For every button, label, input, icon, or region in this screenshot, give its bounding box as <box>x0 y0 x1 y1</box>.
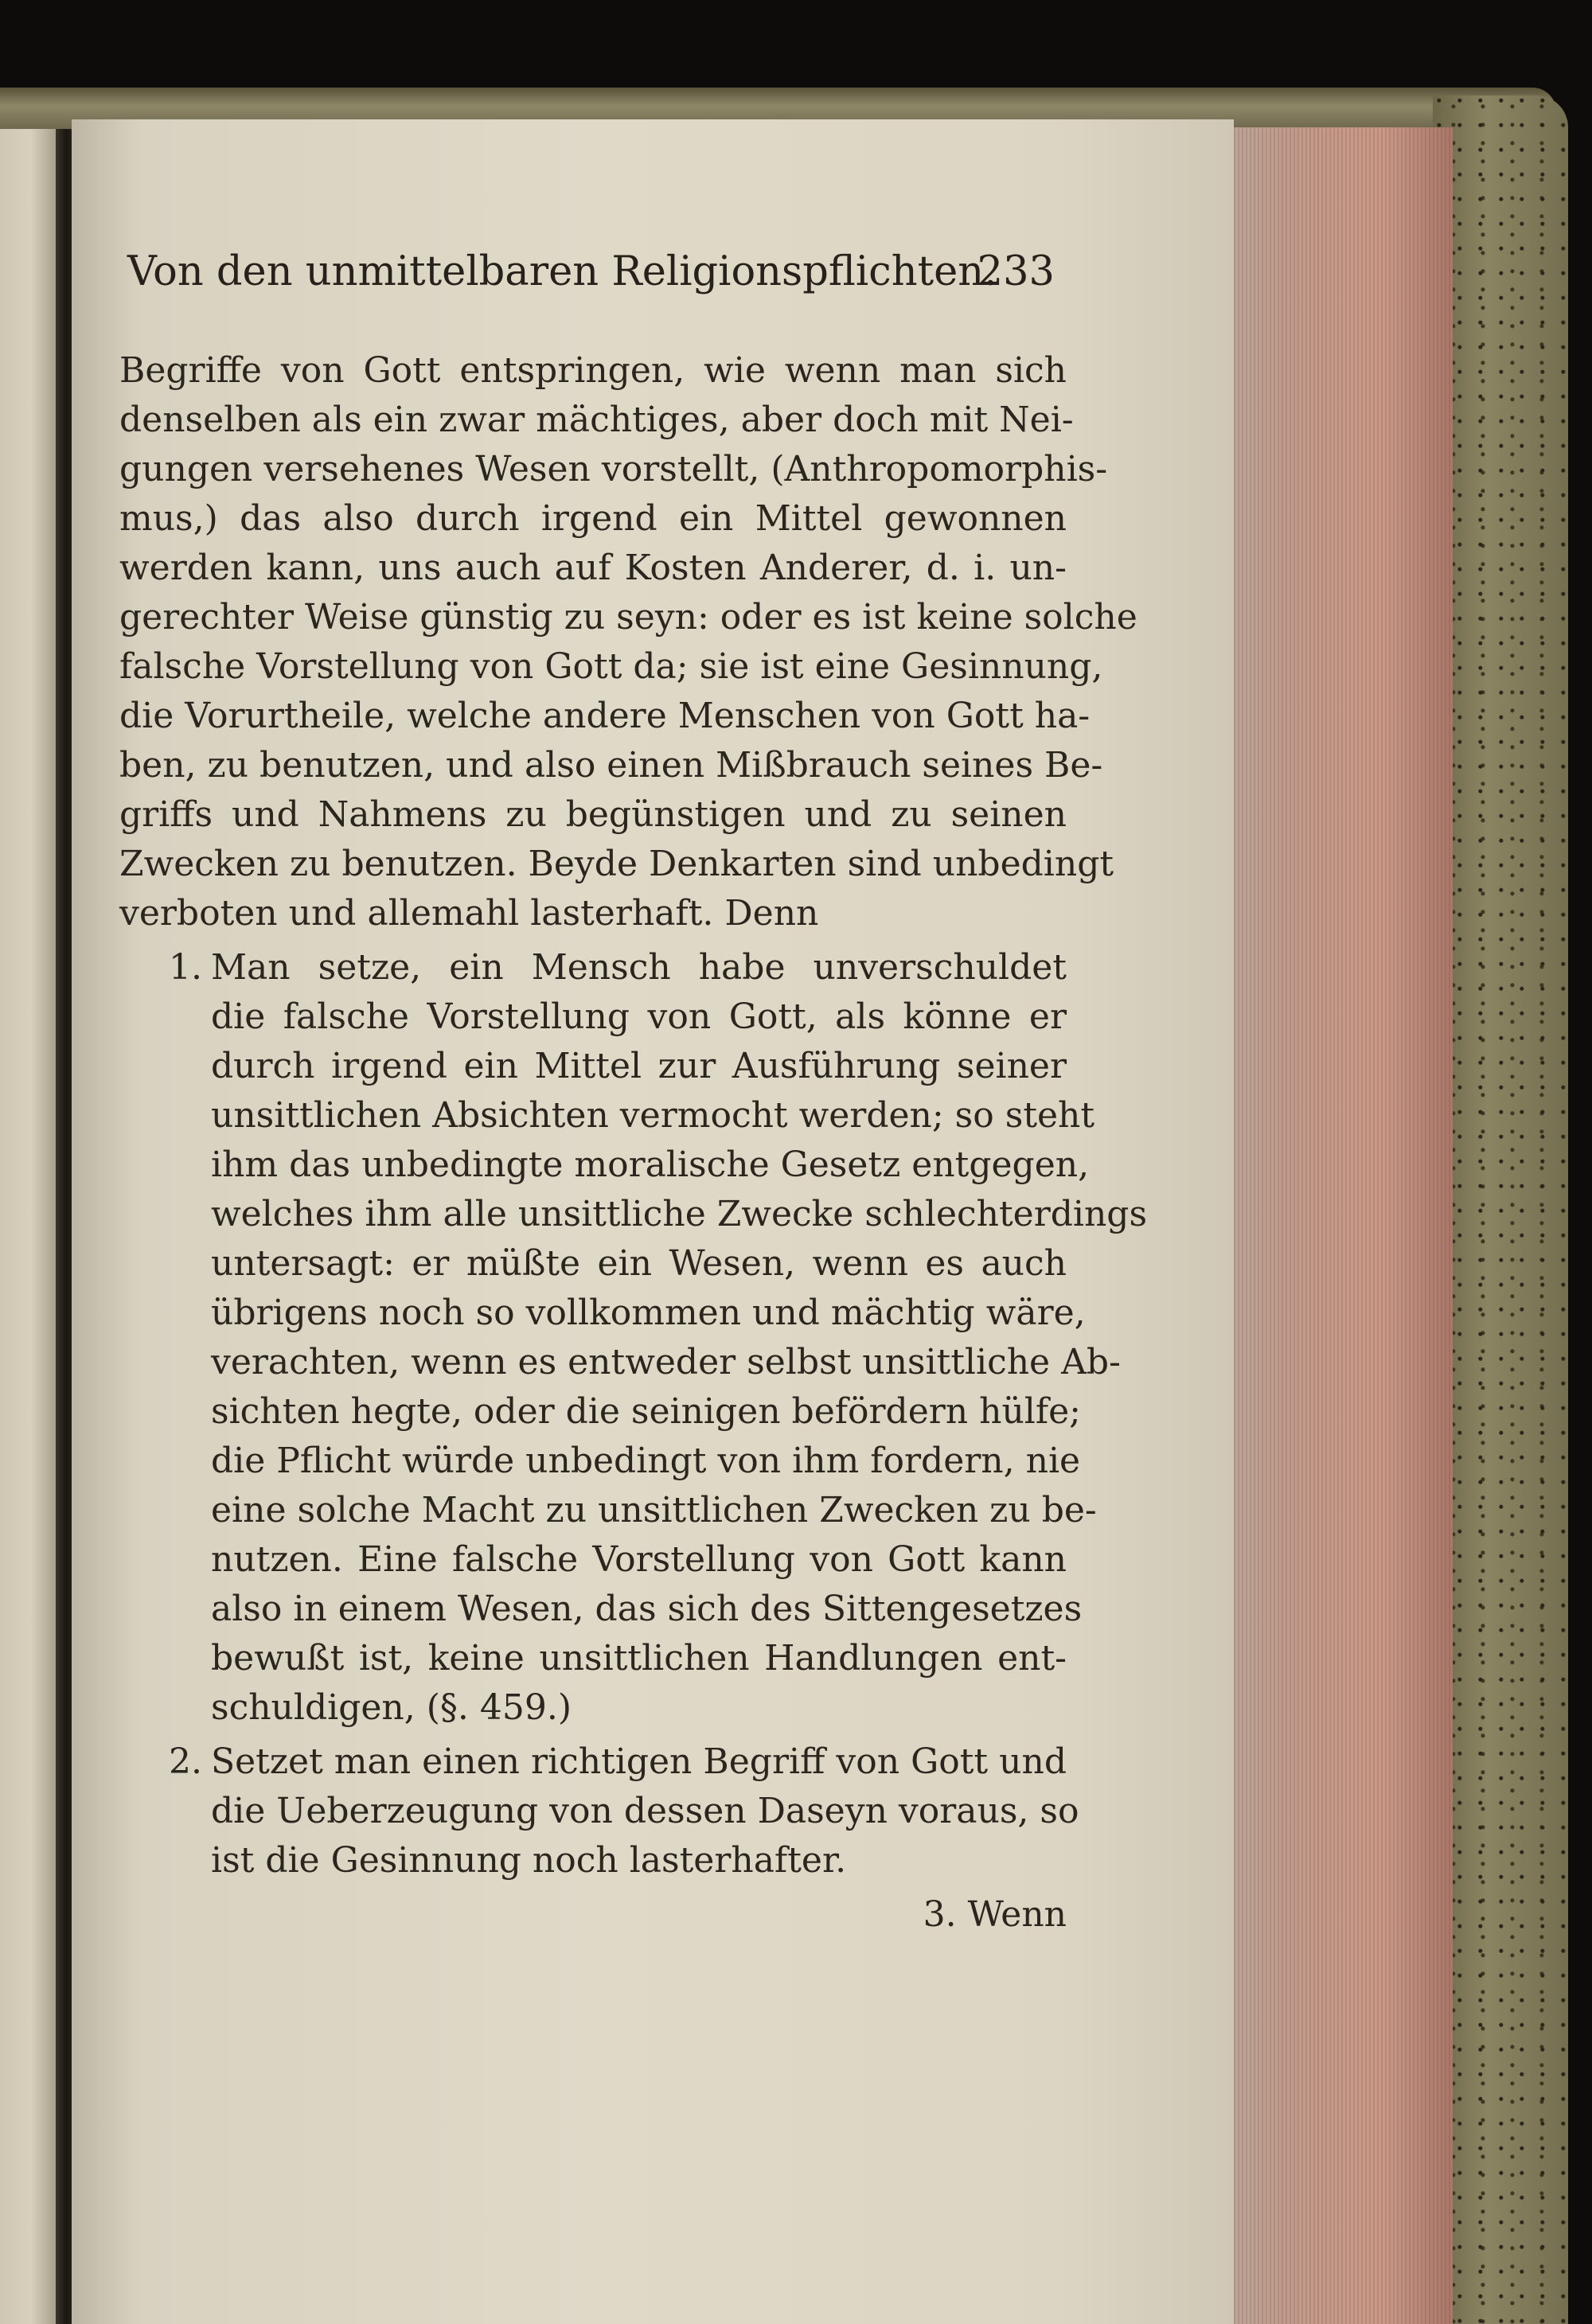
list-item-line: unsittlichen Absichten vermocht werden; so steht <box>211 1095 1095 1136</box>
list-item-line: die falsche Vorstellung von Gott, als könne er <box>211 996 1067 1037</box>
list-item-line: ihm das unbedingte moralische Gesetz entgegen, <box>211 1144 1090 1185</box>
text-line: gerechter Weise günstig zu seyn: oder es ist keine solche <box>119 597 1137 638</box>
text-line: verboten und allemahl lasterhaft. Denn <box>119 893 819 934</box>
text-line: ben, zu benutzen, und also einen Mißbrauch seines Be- <box>119 745 1103 786</box>
list-item-line: verachten, wenn es entweder selbst unsittliche Ab- <box>211 1342 1121 1382</box>
page-fore-edge <box>1222 127 1453 2324</box>
list-item-number: 2. <box>169 1741 202 1782</box>
list-item-line: durch irgend ein Mittel zur Ausführung seiner <box>211 1046 1067 1086</box>
text-line: Zwecken zu benutzen. Beyde Denkarten sind unbedingt <box>119 844 1114 884</box>
list-item-line: also in einem Wesen, das sich des Sittengesetzes <box>211 1589 1083 1629</box>
running-title: Von den unmittelbaren Religionspflichten. <box>127 248 997 295</box>
text-line: falsche Vorstellung von Gott da; sie ist eine Gesinnung, <box>119 646 1103 687</box>
list-item-line: bewußt ist, keine unsittlichen Handlungen ent- <box>211 1638 1067 1679</box>
book-cover-side <box>1433 96 1568 2324</box>
list-item-line: übrigens noch so vollkommen und mächtig wäre, <box>211 1293 1086 1333</box>
list-item-line: ist die Gesinnung noch lasterhafter. <box>211 1840 847 1881</box>
text-line: gungen versehenes Wesen vorstellt, (Anthropomorphis- <box>119 449 1108 489</box>
list-item-line: Setzet man einen richtigen Begriff von Gott und <box>211 1741 1067 1782</box>
catchword: 3. Wenn <box>923 1894 1067 1935</box>
text-line: werden kann, uns auch auf Kosten Anderer, d. i. un- <box>119 548 1067 588</box>
list-item-line: schuldigen, (§. 459.) <box>211 1687 572 1728</box>
list-item-line: Man setze, ein Mensch habe unverschuldet <box>211 947 1067 988</box>
list-item-line: nutzen. Eine falsche Vorstellung von Gott kann <box>211 1539 1067 1580</box>
list-item-line: welches ihm alle unsittliche Zwecke schlechterdings <box>211 1194 1148 1234</box>
text-line: denselben als ein zwar mächtiges, aber doch mit Nei- <box>119 400 1074 440</box>
list-item-line: die Ueberzeugung von dessen Daseyn voraus, so <box>211 1791 1079 1831</box>
list-item-line: eine solche Macht zu unsittlichen Zwecken zu be- <box>211 1490 1097 1530</box>
text-line: griffs und Nahmens zu begünstigen und zu seinen <box>119 794 1067 835</box>
list-item-line: untersagt: er müßte ein Wesen, wenn es auch <box>211 1243 1067 1284</box>
facing-page-edge <box>0 119 56 2324</box>
list-item-line: die Pflicht würde unbedingt von ihm fordern, nie <box>211 1441 1081 1481</box>
list-item-number: 1. <box>169 947 202 988</box>
text-line: mus,) das also durch irgend ein Mittel gewonnen <box>119 498 1067 539</box>
book-gutter <box>56 96 73 2324</box>
text-line: Begriffe von Gott entspringen, wie wenn man sich <box>119 350 1067 391</box>
page-number: 233 <box>977 248 1055 295</box>
list-item-line: sichten hegte, oder die seinigen befördern hülfe; <box>211 1391 1081 1432</box>
running-header <box>127 248 1055 312</box>
text-line: die Vorurtheile, welche andere Menschen von Gott ha- <box>119 696 1091 736</box>
